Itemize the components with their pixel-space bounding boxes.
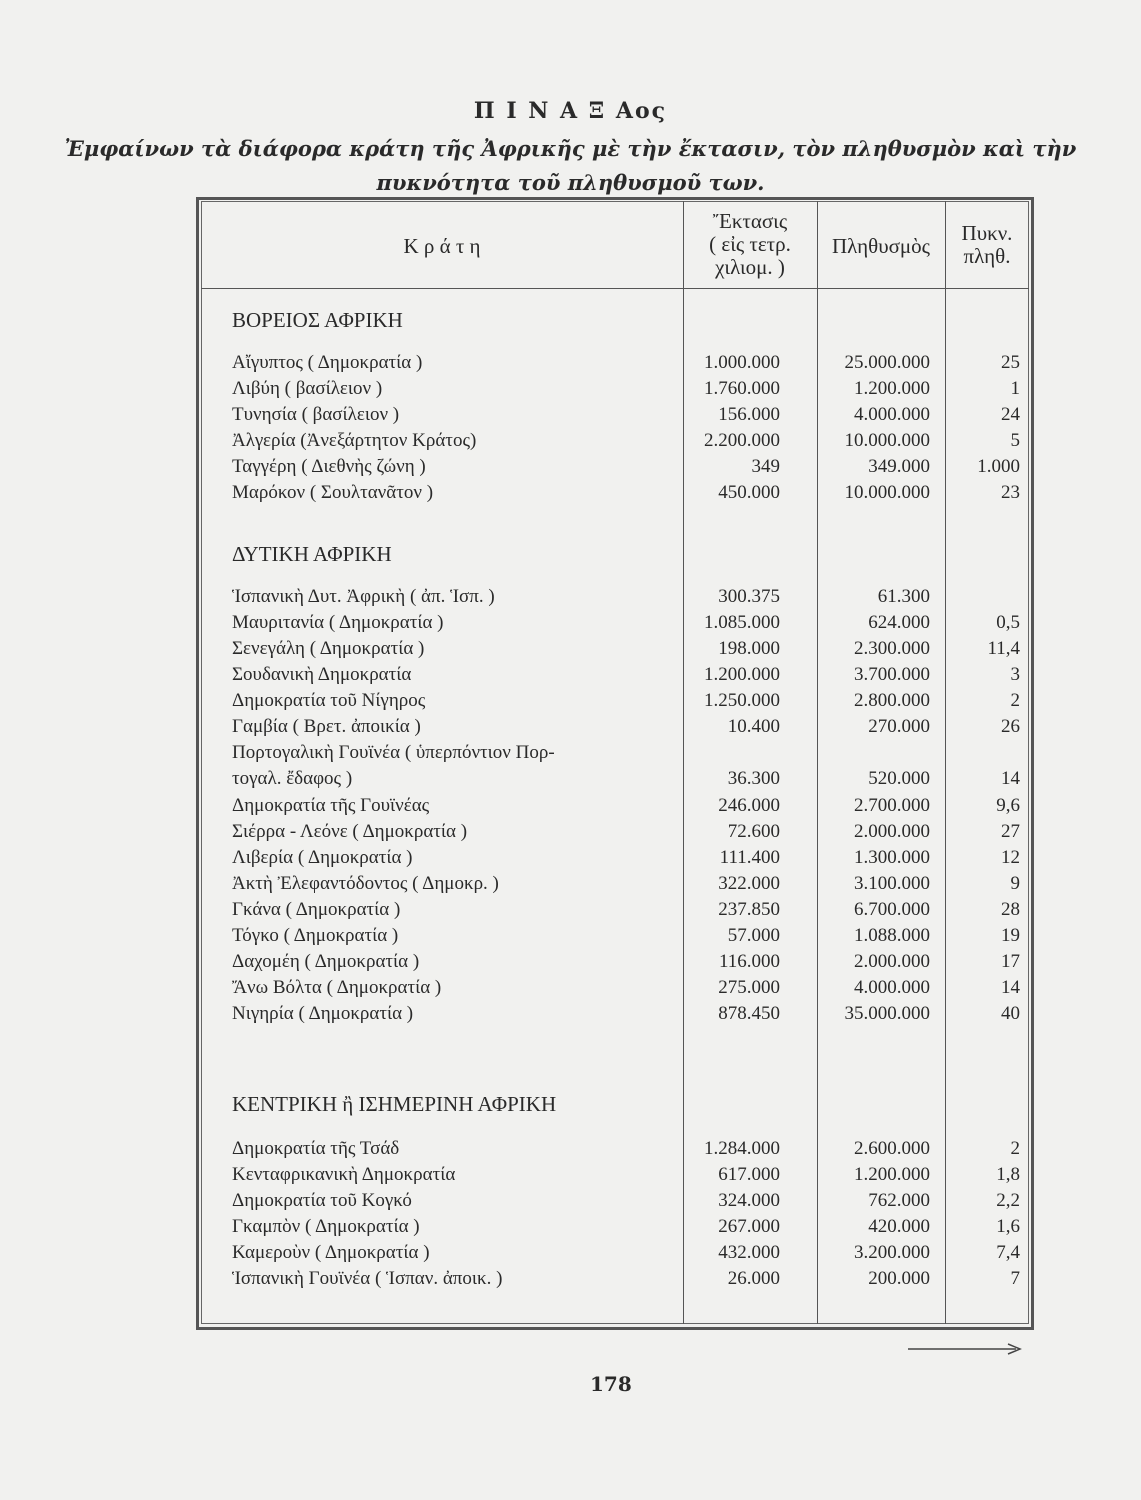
density-value: 23 xyxy=(1001,482,1020,503)
state-name: Σιέρρα - Λεόνε ( Δημοκρατία ) xyxy=(232,821,468,842)
area-value: 1.000.000 xyxy=(704,352,780,373)
state-name: Δημοκρατία τῆς Τσάδ xyxy=(232,1138,400,1159)
area-value: 10.400 xyxy=(727,716,780,737)
table-row xyxy=(0,1138,1141,1166)
population-value: 200.000 xyxy=(868,1268,930,1289)
table-row xyxy=(0,352,1141,380)
population-value: 3.200.000 xyxy=(854,1242,930,1263)
density-value: 0,5 xyxy=(996,612,1020,633)
state-name: Ταγγέρη ( Διεθνὴς ζώνη ) xyxy=(232,456,426,477)
column-header-population: Πληθυσμὸς xyxy=(832,234,930,258)
area-value: 322.000 xyxy=(718,873,780,894)
population-value: 25.000.000 xyxy=(844,352,930,373)
density-value: 3 xyxy=(1010,664,1020,685)
state-name: Ἀκτὴ Ἐλεφαντόδοντος ( Δημοκρ. ) xyxy=(232,873,499,894)
state-name: Κενταφρικανικὴ Δημοκρατία xyxy=(232,1164,456,1185)
state-name: Τυνησία ( βασίλειον ) xyxy=(232,404,400,425)
area-value: 156.000 xyxy=(718,404,780,425)
area-value: 2.200.000 xyxy=(704,430,780,451)
population-value: 2.000.000 xyxy=(854,951,930,972)
table-row xyxy=(0,742,1141,770)
table-row xyxy=(0,768,1141,796)
population-value: 624.000 xyxy=(868,612,930,633)
population-value: 10.000.000 xyxy=(844,430,930,451)
table-row xyxy=(0,925,1141,953)
density-value: 1,6 xyxy=(996,1216,1020,1237)
section-north-africa: ΒΟΡΕΙΟΣ ΑΦΡΙΚΗ xyxy=(232,308,403,332)
column-header-area-line-2: ( εἰς τετρ. xyxy=(709,232,791,256)
state-name: Λιβερία ( Δημοκρατία ) xyxy=(232,847,413,868)
table-row xyxy=(0,456,1141,484)
state-name: Σουδανικὴ Δημοκρατία xyxy=(232,664,412,685)
area-value: 617.000 xyxy=(718,1164,780,1185)
table-row xyxy=(0,1190,1141,1218)
section-central-africa: ΚΕΝΤΡΙΚΗ ἢ ΙΣΗΜΕΡΙΝΗ ΑΦΡΙΚΗ xyxy=(232,1092,557,1116)
population-value: 4.000.000 xyxy=(854,977,930,998)
area-value: 267.000 xyxy=(718,1216,780,1237)
table-label: Π Ι Ν Α Ξ Αος xyxy=(473,98,668,124)
population-value: 10.000.000 xyxy=(844,482,930,503)
area-value: 116.000 xyxy=(718,951,780,972)
population-value: 61.300 xyxy=(877,586,930,607)
area-value: 1.284.000 xyxy=(704,1138,780,1159)
table-row xyxy=(0,951,1141,979)
area-value: 432.000 xyxy=(718,1242,780,1263)
area-value: 275.000 xyxy=(718,977,780,998)
caption-line-1: Ἐμφαίνων τὰ διάφορα κράτη τῆς Ἀφρικῆς μὲ τὴν ἔκτασιν, τὸν πληθυσμὸν καὶ τὴν xyxy=(64,136,1077,161)
state-name: Δαχομέη ( Δημοκρατία ) xyxy=(232,951,420,972)
density-value: 26 xyxy=(1001,716,1020,737)
density-value: 5 xyxy=(1010,430,1020,451)
area-value: 36.300 xyxy=(727,768,780,789)
density-value: 2 xyxy=(1010,690,1020,711)
column-header-density-line-2: πληθ. xyxy=(963,244,1011,268)
density-value: 17 xyxy=(1001,951,1020,972)
density-value: 14 xyxy=(1001,768,1020,789)
density-value: 25 xyxy=(1001,352,1020,373)
state-name: Τόγκο ( Δημοκρατία ) xyxy=(232,925,399,946)
column-header-states: Κ ρ ά τ η xyxy=(403,234,481,258)
population-value: 520.000 xyxy=(868,768,930,789)
density-value: 24 xyxy=(1001,404,1020,425)
area-value: 450.000 xyxy=(718,482,780,503)
area-value: 1.250.000 xyxy=(704,690,780,711)
column-header-density xyxy=(945,222,1029,268)
column-header-area-line-1: Ἔκτασις xyxy=(712,209,788,233)
density-value: 9,6 xyxy=(996,795,1020,816)
population-value: 762.000 xyxy=(868,1190,930,1211)
column-header-density-line-1: Πυκν. xyxy=(961,221,1013,245)
table-row xyxy=(0,378,1141,406)
state-name: Ἱσπανικὴ Γουϊνέα ( Ἱσπαν. ἀποικ. ) xyxy=(232,1268,503,1289)
state-name: Αἴγυπτος ( Δημοκρατία ) xyxy=(232,352,423,373)
density-value: 2 xyxy=(1010,1138,1020,1159)
population-value: 2.700.000 xyxy=(854,795,930,816)
population-value: 1.200.000 xyxy=(854,378,930,399)
table-row xyxy=(0,404,1141,432)
population-value: 420.000 xyxy=(868,1216,930,1237)
table-row xyxy=(0,1268,1141,1296)
area-value: 324.000 xyxy=(718,1190,780,1211)
density-value: 28 xyxy=(1001,899,1020,920)
state-name: Δημοκρατία τοῦ Νίγηρος xyxy=(232,690,426,711)
table-row xyxy=(0,690,1141,718)
state-name: Δημοκρατία τῆς Γουϊνέας xyxy=(232,795,430,816)
state-name: Δημοκρατία τοῦ Κογκό xyxy=(232,1190,412,1211)
population-value: 1.200.000 xyxy=(854,1164,930,1185)
density-value: 11,4 xyxy=(987,638,1020,659)
density-value: 12 xyxy=(1001,847,1020,868)
population-value: 3.700.000 xyxy=(854,664,930,685)
state-name: Ἀλγερία (Ἀνεξάρτητον Κράτος) xyxy=(232,430,477,451)
state-name: Καμεροὺν ( Δημοκρατία ) xyxy=(232,1242,430,1263)
population-value: 2.800.000 xyxy=(854,690,930,711)
table-row xyxy=(0,430,1141,458)
table-row xyxy=(0,1164,1141,1192)
density-value: 7,4 xyxy=(996,1242,1020,1263)
continue-arrow-icon xyxy=(908,1342,1023,1356)
population-value: 35.000.000 xyxy=(844,1003,930,1024)
section-west-africa: ΔΥΤΙΚΗ ΑΦΡΙΚΗ xyxy=(232,542,392,566)
area-value: 349 xyxy=(751,456,780,477)
population-value: 2.300.000 xyxy=(854,638,930,659)
column-header-area xyxy=(683,210,817,279)
area-value: 111.400 xyxy=(719,847,780,868)
table-row xyxy=(0,873,1141,901)
density-value: 7 xyxy=(1010,1268,1020,1289)
column-header-area-line-3: χιλιομ. ) xyxy=(715,255,785,279)
population-value: 2.600.000 xyxy=(854,1138,930,1159)
density-value: 1.000 xyxy=(977,456,1020,477)
table-row xyxy=(0,586,1141,614)
population-value: 1.088.000 xyxy=(854,925,930,946)
state-name: Ἱσπανικὴ Δυτ. Ἀφρικὴ ( ἀπ. Ἱσπ. ) xyxy=(232,586,495,607)
area-value: 26.000 xyxy=(727,1268,780,1289)
state-name: Ἄνω Βόλτα ( Δημοκρατία ) xyxy=(232,977,442,998)
population-value: 1.300.000 xyxy=(854,847,930,868)
area-value: 878.450 xyxy=(718,1003,780,1024)
density-value: 2,2 xyxy=(996,1190,1020,1211)
state-name: τογαλ. ἔδαφος ) xyxy=(232,768,353,789)
density-value: 27 xyxy=(1001,821,1020,842)
area-value: 246.000 xyxy=(718,795,780,816)
table-row xyxy=(0,795,1141,823)
density-value: 14 xyxy=(1001,977,1020,998)
table-row xyxy=(0,1003,1141,1031)
area-value: 1.200.000 xyxy=(704,664,780,685)
population-value: 2.000.000 xyxy=(854,821,930,842)
state-name: Νιγηρία ( Δημοκρατία ) xyxy=(232,1003,414,1024)
population-value: 349.000 xyxy=(868,456,930,477)
density-value: 1,8 xyxy=(996,1164,1020,1185)
page-number: 178 xyxy=(590,1372,632,1396)
table-row xyxy=(0,899,1141,927)
table-row xyxy=(0,847,1141,875)
state-name: Μαρόκον ( Σουλτανᾶτον ) xyxy=(232,482,434,503)
state-name: Σενεγάλη ( Δημοκρατία ) xyxy=(232,638,425,659)
state-name: Πορτογαλικὴ Γουϊνέα ( ὑπερπόντιον Πορ- xyxy=(232,742,555,763)
state-name: Γκαμπὸν ( Δημοκρατία ) xyxy=(232,1216,420,1237)
density-value: 40 xyxy=(1001,1003,1020,1024)
density-value: 9 xyxy=(1010,873,1020,894)
table-row xyxy=(0,821,1141,849)
table-row xyxy=(0,638,1141,666)
area-value: 57.000 xyxy=(727,925,780,946)
population-value: 270.000 xyxy=(868,716,930,737)
density-value: 1 xyxy=(1010,378,1020,399)
table-row xyxy=(0,612,1141,640)
population-value: 6.700.000 xyxy=(854,899,930,920)
area-value: 300.375 xyxy=(718,586,780,607)
area-value: 198.000 xyxy=(718,638,780,659)
population-value: 3.100.000 xyxy=(854,873,930,894)
state-name: Λιβύη ( βασίλειον ) xyxy=(232,378,383,399)
area-value: 237.850 xyxy=(718,899,780,920)
table-row xyxy=(0,716,1141,744)
table-row xyxy=(0,977,1141,1005)
population-value: 4.000.000 xyxy=(854,404,930,425)
state-name: Γκάνα ( Δημοκρατία ) xyxy=(232,899,401,920)
table-row xyxy=(0,664,1141,692)
density-value: 19 xyxy=(1001,925,1020,946)
area-value: 1.760.000 xyxy=(704,378,780,399)
state-name: Μαυριτανία ( Δημοκρατία ) xyxy=(232,612,444,633)
state-name: Γαμβία ( Βρετ. ἀποικία ) xyxy=(232,716,421,737)
area-value: 1.085.000 xyxy=(704,612,780,633)
table-row xyxy=(0,1216,1141,1244)
caption-line-2: πυκνότητα τοῦ πληθυσμοῦ των. xyxy=(376,170,765,195)
area-value: 72.600 xyxy=(727,821,780,842)
table-row xyxy=(0,1242,1141,1270)
header-divider xyxy=(201,288,1029,289)
table-row xyxy=(0,482,1141,510)
